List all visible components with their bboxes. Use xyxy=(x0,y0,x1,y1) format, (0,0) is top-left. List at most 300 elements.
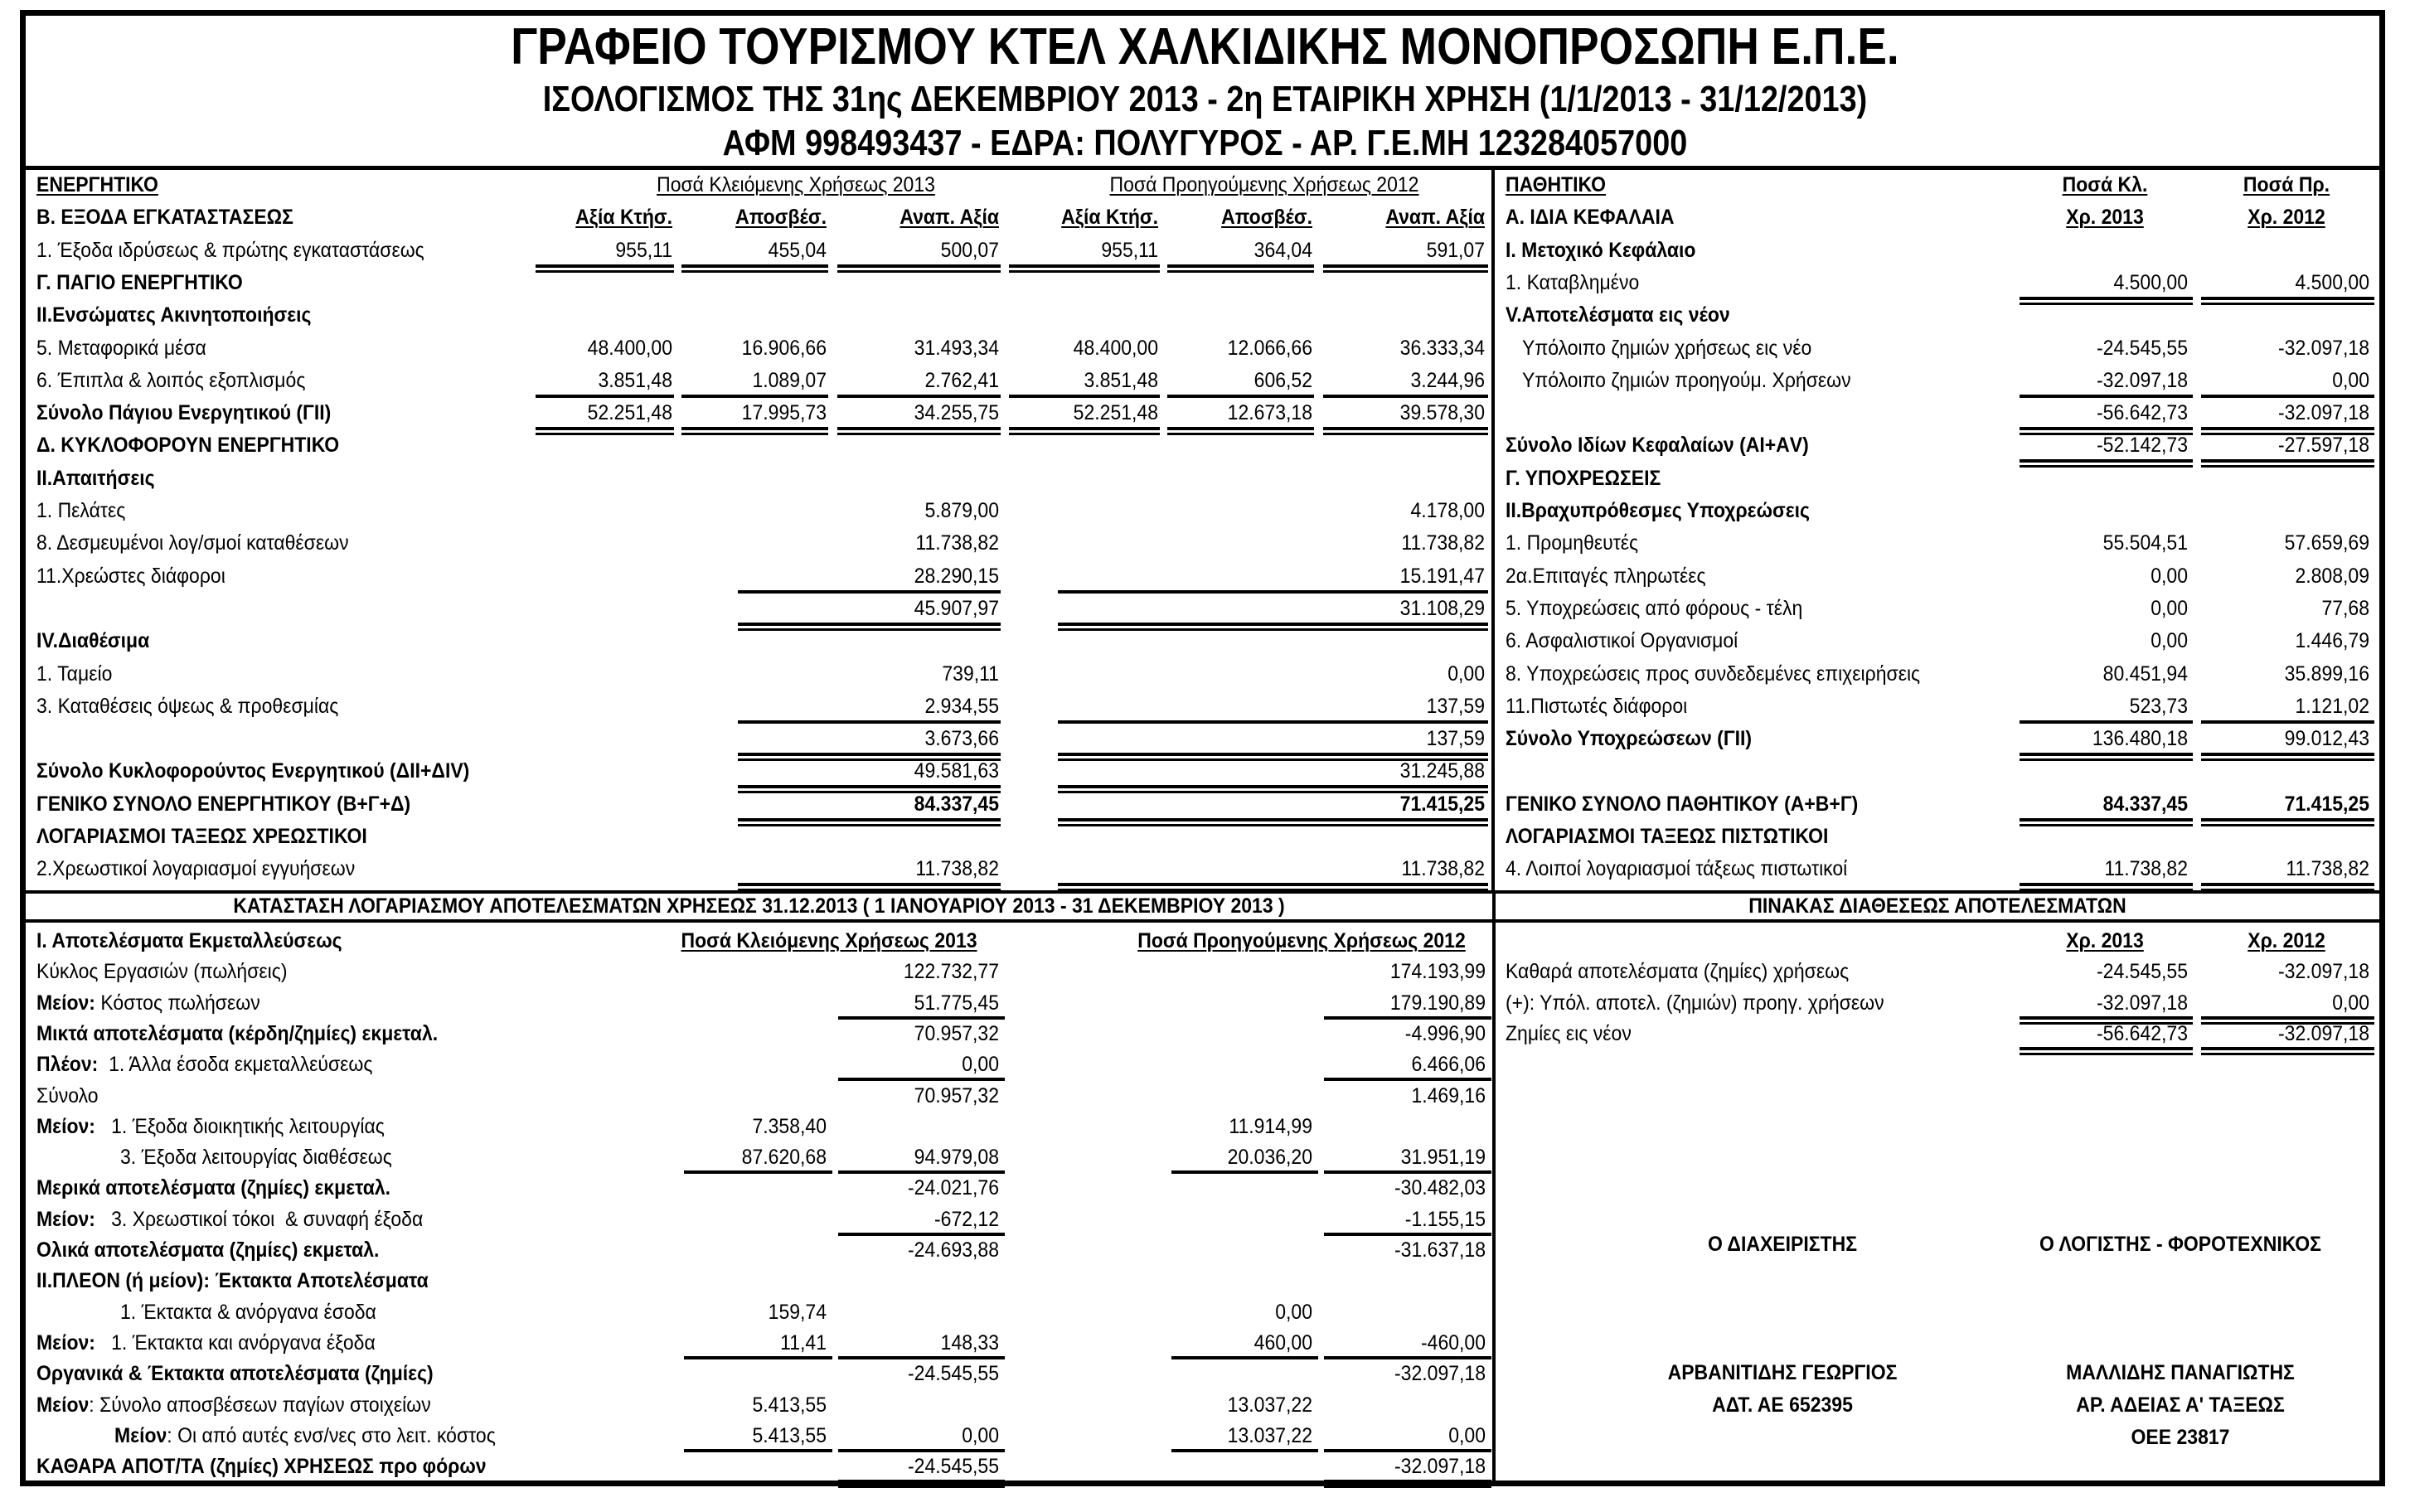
liabilities-cell: 84.337,45 xyxy=(2102,792,2188,816)
income-cell: 174.193,99 xyxy=(1389,960,1486,984)
liabilities-heading: ΠΑΘΗΤΙΚΟ xyxy=(1506,173,1606,196)
single-rule xyxy=(1323,395,1488,398)
liabilities-cell: 1.446,79 xyxy=(2295,629,2369,653)
single-rule xyxy=(684,1170,832,1174)
assets-cell: 11.738,82 xyxy=(915,857,999,881)
company-ids: ΑΦΜ 998493437 - ΕΔΡΑ: ΠΟΛΥΓΥΡΟΣ - ΑΡ. Γ.Ε.ΜΗ 123284057000 xyxy=(722,123,1688,163)
liabilities-col-year: Χρ. 2012 xyxy=(2248,206,2325,230)
assets-cell: 39.578,30 xyxy=(1399,401,1485,425)
income-cell: 11,41 xyxy=(780,1330,827,1354)
liabilities-col-year: Χρ. 2013 xyxy=(2066,206,2144,230)
income-row-prefix: Μείον: xyxy=(36,1114,95,1138)
liabilities-row-label: Α. ΙΔΙΑ ΚΕΦΑΛΑΙΑ xyxy=(1506,206,1675,230)
income-row-text: 3. Χρεωστικοί τόκοι & συναφή έξοδα xyxy=(95,1207,424,1231)
distribution-row-label: Ζημίες εις νέον xyxy=(1506,1021,1632,1045)
liabilities-row-label: Υπόλοιπο ζημιών χρήσεως εις νέο xyxy=(1522,336,1812,360)
assets-row-label: 11.Χρεώστες διάφοροι xyxy=(36,564,225,588)
income-cell: -672,12 xyxy=(933,1207,999,1231)
assets-cell: 4.178,00 xyxy=(1410,499,1485,522)
single-rule xyxy=(1058,590,1488,594)
income-row-prefix: Μείον xyxy=(114,1423,167,1447)
assets-heading: ΕΝΕΡΓΗΤΙΚΟ xyxy=(36,173,158,196)
liabilities-cell: -56.642,73 xyxy=(2097,401,2188,425)
income-cell: -24.545,55 xyxy=(908,1362,999,1386)
assets-row-label: Β. ΕΞΟΔΑ ΕΓΚΑΤΑΣΤΑΣΕΩΣ xyxy=(36,206,293,230)
liabilities-row-label: ΛΟΓΑΡΙΑΣΜΟΙ ΤΑΞΕΩΣ ΠΙΣΤΩΤΙΚΟΙ xyxy=(1506,825,1829,848)
income-cell: 0,00 xyxy=(962,1423,999,1447)
income-row-prefix: Μείον: xyxy=(36,1207,95,1231)
income-cell: 70.957,32 xyxy=(914,1083,999,1107)
double-rule xyxy=(738,753,1001,761)
double-rule xyxy=(1058,623,1488,631)
double-rule xyxy=(1323,264,1488,273)
assets-cell: 34.255,75 xyxy=(914,401,999,425)
liabilities-cell: 0,00 xyxy=(2151,564,2188,588)
assets-row-label: 1. Έξοδα ιδρύσεως & πρώτης εγκαταστάσεως xyxy=(36,238,424,262)
income-section-heading: Ι. Αποτελέσματα Εκμεταλλεύσεως xyxy=(36,929,342,952)
assets-cell: 500,07 xyxy=(940,238,999,262)
liabilities-row-label: Σύνολο Ιδίων Κεφαλαίων (ΑΙ+ΑV) xyxy=(1506,434,1809,458)
single-rule xyxy=(2020,395,2193,398)
assets-cell: 455,04 xyxy=(768,238,827,262)
single-rule xyxy=(1324,1016,1491,1020)
assets-cell: 2.934,55 xyxy=(924,694,999,718)
double-rule xyxy=(2020,297,2193,305)
income-row-label xyxy=(36,1083,99,1108)
assets-cell: 31.108,29 xyxy=(1399,596,1485,620)
assets-row-label: 2.Χρεωστικοί λογαριασμοί εγγυήσεων xyxy=(36,857,356,881)
income-cell: 179.190,89 xyxy=(1389,991,1486,1015)
assets-cell: 16.906,66 xyxy=(741,336,827,360)
distribution-col-header: Χρ. 2013 xyxy=(2066,929,2144,952)
assets-cell: 48.400,00 xyxy=(1073,336,1158,360)
income-cell: 7.358,40 xyxy=(752,1114,827,1138)
single-rule xyxy=(1171,1170,1318,1174)
single-rule xyxy=(1324,1078,1491,1081)
double-rule xyxy=(738,623,1001,631)
single-rule xyxy=(1324,1233,1491,1236)
income-row-text: Μικτά αποτελέσματα (κέρδη/ζημίες) εκμεταλ. xyxy=(36,1021,439,1045)
single-rule xyxy=(1009,395,1160,398)
single-rule xyxy=(1171,1449,1318,1452)
double-rule xyxy=(2201,427,2374,435)
double-rule xyxy=(2201,753,2374,761)
income-row-text: 1. Έκτακτα και ανόργανα έξοδα xyxy=(95,1330,376,1354)
distribution-cell: 0,00 xyxy=(2332,991,2369,1015)
income-row-text: Κόστος πωλήσεων xyxy=(95,991,260,1015)
double-rule xyxy=(536,264,674,273)
liabilities-row-label: 5. Υποχρεώσεις από φόρους - τέλη xyxy=(1506,596,1803,620)
income-row-text: Οργανικά & Έκτακτα αποτελέσματα (ζημίες) xyxy=(36,1362,434,1386)
double-rule xyxy=(2020,1047,2193,1055)
assets-cell: 52.251,48 xyxy=(1073,401,1158,425)
income-cell: 460,00 xyxy=(1253,1330,1312,1354)
double-rule xyxy=(2020,883,2193,891)
income-row-label xyxy=(36,1207,423,1232)
income-cell: -24.021,76 xyxy=(908,1176,999,1200)
liabilities-cell: 136.480,18 xyxy=(2092,727,2188,751)
distribution-row-label: (+): Υπόλ. αποτελ. (ζημιών) προηγ. χρήσεων xyxy=(1506,991,1884,1015)
assets-cell: 11.738,82 xyxy=(1401,857,1485,881)
income-row-text: : Σύνολο αποσβέσεων παγίων στοιχείων xyxy=(89,1393,431,1417)
single-rule xyxy=(2201,395,2374,398)
single-rule xyxy=(838,1449,1005,1452)
income-cell: -32.097,18 xyxy=(1394,1455,1486,1479)
double-rule xyxy=(2020,459,2193,468)
income-cell: 1.469,16 xyxy=(1411,1083,1486,1107)
liabilities-cell: 4.500,00 xyxy=(2295,270,2369,294)
income-row-label xyxy=(36,1330,376,1355)
single-rule xyxy=(1324,1449,1491,1452)
distribution-cell: -32.097,18 xyxy=(2278,1021,2369,1045)
assets-cell: 49.581,63 xyxy=(914,759,999,783)
accountant-oee: ΟΕΕ 23817 xyxy=(2131,1426,2230,1449)
assets-cell: 28.290,15 xyxy=(914,564,999,588)
income-cell: 13.037,22 xyxy=(1227,1393,1312,1417)
assets-row-label: 3. Καταθέσεις όψεως & προθεσμίας xyxy=(36,694,339,718)
double-rule xyxy=(837,427,1001,435)
double-rule xyxy=(2201,1047,2374,1055)
income-cell: 87.620,68 xyxy=(741,1146,827,1170)
income-row-label xyxy=(36,1361,434,1386)
liabilities-row-label: ΙΙ.Βραχυπρόθεσμες Υποχρεώσεις xyxy=(1506,499,1811,522)
income-row-label xyxy=(36,1454,487,1479)
income-row-text: ΙΙ.ΠΛΕΟΝ (ή μείον): Έκτακτα Αποτελέσματα xyxy=(36,1269,429,1293)
balance-sheet-subtitle: ΙΣΟΛΟΓΙΣΜΟΣ ΤΗΣ 31ης ΔΕΚΕΜΒΡΙΟΥ 2013 - 2η ΕΤΑΙΡΙΚΗ ΧΡΗΣΗ (1/1/2013 - 31/12/2013) xyxy=(542,79,1868,119)
double-rule xyxy=(2201,883,2374,891)
distribution-col-header: Χρ. 2012 xyxy=(2248,929,2325,952)
assets-cell: 45.907,97 xyxy=(914,596,999,620)
income-row-label xyxy=(36,1393,431,1418)
distribution-cell: -24.545,55 xyxy=(2097,960,2188,984)
liabilities-cell: 71.415,25 xyxy=(2284,792,2369,816)
distribution-cell: -32.097,18 xyxy=(2097,991,2188,1015)
assets-cell: 3.244,96 xyxy=(1410,368,1485,392)
income-row-prefix: Πλέον: xyxy=(36,1053,99,1077)
single-rule xyxy=(738,590,1001,594)
liabilities-cell: -24.545,55 xyxy=(2097,336,2188,360)
income-cell: 148,33 xyxy=(940,1330,999,1354)
assets-row-label: 1. Πελάτες xyxy=(36,499,126,522)
liabilities-cell: 80.451,94 xyxy=(2102,662,2188,686)
liabilities-cell: -27.597,18 xyxy=(2278,434,2369,458)
liabilities-cell: -32.097,18 xyxy=(2097,368,2188,392)
income-cell: -4.996,90 xyxy=(1404,1021,1486,1045)
assets-cell: 71.415,25 xyxy=(1399,792,1485,816)
income-row-label xyxy=(36,1268,429,1293)
accountant-name: ΜΑΛΛΙΔΗΣ ΠΑΝΑΓΙΩΤΗΣ xyxy=(2066,1361,2295,1384)
single-rule xyxy=(2020,720,2193,724)
income-row-label xyxy=(36,1114,385,1139)
income-row-label xyxy=(120,1145,392,1170)
income-period-2012: Ποσά Προηγούμενης Χρήσεως 2012 xyxy=(1137,929,1466,952)
double-rule xyxy=(738,785,1001,793)
income-row-text: 1. Έξοδα διοικητικής λειτουργίας xyxy=(95,1114,385,1138)
column-divider-bottom xyxy=(1492,892,1496,1482)
single-rule xyxy=(681,395,828,398)
single-rule xyxy=(1324,1170,1491,1174)
income-cell: -32.097,18 xyxy=(1394,1362,1486,1386)
assets-cell: 137,59 xyxy=(1426,727,1485,751)
assets-cell: 1.089,07 xyxy=(752,368,827,392)
double-rule xyxy=(2201,818,2374,826)
assets-row-label: Δ. ΚΥΚΛΟΦΟΡΟΥΝ ΕΝΕΡΓΗΤΙΚΟ xyxy=(36,434,340,458)
income-row-label xyxy=(36,1175,390,1200)
income-cell: -30.482,03 xyxy=(1394,1176,1486,1200)
double-rule xyxy=(1167,264,1314,273)
income-row-label xyxy=(120,1300,376,1325)
assets-cell: 15.191,47 xyxy=(1399,564,1485,588)
assets-cell: 11.738,82 xyxy=(1401,531,1485,555)
assets-cell: 955,11 xyxy=(615,238,672,262)
income-row-text: ΚΑΘΑΡΑ ΑΠΟΤ/ΤΑ (ζημίες) ΧΡΗΣΕΩΣ προ φόρων xyxy=(36,1455,487,1479)
income-row-prefix: Μείον: xyxy=(36,991,95,1015)
header-divider xyxy=(20,166,2385,170)
income-period-2013: Ποσά Κλειόμενης Χρήσεως 2013 xyxy=(681,929,977,952)
income-statement-title: ΚΑΤΑΣΤΑΣΗ ΛΟΓΑΡΙΑΣΜΟΥ ΑΠΟΤΕΛΕΣΜΑΤΩΝ ΧΡΗΣΕΩΣ 31.12.2013 ( 1 ΙΑΝΟΥΑΡΙΟΥ 2013 - 31 ΔΕΚΕΜΒΡΙΟΥ 2013 ) xyxy=(233,894,1285,918)
income-row-text: Σύνολο xyxy=(36,1083,99,1107)
assets-cell: 364,04 xyxy=(1253,238,1312,262)
assets-cell: 739,11 xyxy=(942,662,999,686)
liabilities-cell: 523,73 xyxy=(2129,694,2188,718)
assets-row-label: 8. Δεσμευμένοι λογ/σμοί καταθέσεων xyxy=(36,531,349,555)
double-rule xyxy=(2020,427,2193,435)
assets-row-label: ΓΕΝΙΚΟ ΣΥΝΟΛΟ ΕΝΕΡΓΗΤΙΚΟΥ (Β+Γ+Δ) xyxy=(36,792,411,816)
assets-cell: 3.673,66 xyxy=(924,727,999,751)
income-row-label xyxy=(114,1423,496,1448)
assets-col-header: Αξία Κτήσ. xyxy=(1061,206,1158,230)
liabilities-cell: -52.142,73 xyxy=(2097,434,2188,458)
income-cell: -31.637,18 xyxy=(1394,1238,1486,1262)
double-rule xyxy=(1009,264,1160,273)
double-rule xyxy=(1009,427,1160,435)
assets-cell: 591,07 xyxy=(1426,238,1485,262)
single-rule xyxy=(684,1356,832,1359)
assets-col-header: Αποσβέσ. xyxy=(735,206,827,230)
liabilities-col-header: Ποσά Πρ. xyxy=(2243,173,2330,196)
income-cell: 20.036,20 xyxy=(1227,1146,1312,1170)
manager-id: ΑΔΤ. ΑΕ 652395 xyxy=(1712,1393,1853,1417)
liabilities-cell: -32.097,18 xyxy=(2278,336,2369,360)
income-cell: 5.413,55 xyxy=(752,1393,827,1417)
liabilities-row-label: 4. Λοιποί λογαριασμοί τάξεως πιστωτικοί xyxy=(1506,857,1848,881)
double-rule xyxy=(1167,427,1314,435)
assets-row-label: Σύνολο Πάγιου Ενεργητικού (ΓΙΙ) xyxy=(36,401,332,425)
assets-cell: 3.851,48 xyxy=(598,368,672,392)
assets-col-header: Αποσβέσ. xyxy=(1221,206,1312,230)
double-rule xyxy=(681,264,828,273)
assets-cell: 52.251,48 xyxy=(587,401,672,425)
liabilities-cell: 35.899,16 xyxy=(2284,662,2369,686)
period-2013-heading: Ποσά Κλειόμενης Χρήσεως 2013 xyxy=(657,173,935,196)
double-rule xyxy=(2020,1016,2193,1025)
double-rule xyxy=(1058,883,1488,891)
double-rule xyxy=(2020,753,2193,761)
income-cell: 11.914,99 xyxy=(1229,1114,1312,1138)
assets-row-label: 6. Έπιπλα & λοιπός εξοπλισμός xyxy=(36,368,306,392)
single-rule xyxy=(838,1356,1005,1359)
income-cell: -24.545,55 xyxy=(908,1455,999,1479)
liabilities-row-label: ΓΕΝΙΚΟ ΣΥΝΟΛΟ ΠΑΘΗΤΙΚΟΥ (Α+Β+Γ) xyxy=(1506,792,1859,816)
double-rule xyxy=(536,427,674,435)
assets-cell: 137,59 xyxy=(1426,694,1485,718)
liabilities-row-label: 6. Ασφαλιστικοί Οργανισμοί xyxy=(1506,629,1738,653)
liabilities-row-label: Ι. Μετοχικό Κεφάλαιο xyxy=(1506,238,1696,262)
liabilities-cell: 11.738,82 xyxy=(2286,857,2369,881)
assets-cell: 606,52 xyxy=(1253,368,1312,392)
income-row-text: 1. Άλλα έσοδα εκμεταλλεύσεως xyxy=(98,1053,373,1077)
liabilities-cell: 0,00 xyxy=(2151,596,2188,620)
income-row-text: Κύκλος Εργασιών (πωλήσεις) xyxy=(36,960,288,984)
income-cell: -460,00 xyxy=(1420,1330,1486,1354)
column-divider-top xyxy=(1491,168,1495,894)
double-rule xyxy=(2020,818,2193,826)
assets-cell: 84.337,45 xyxy=(914,792,999,816)
income-cell: 0,00 xyxy=(1275,1300,1312,1324)
single-rule xyxy=(738,720,1001,724)
single-rule xyxy=(1324,1356,1491,1359)
assets-row-label: 5. Μεταφορικά μέσα xyxy=(36,336,206,360)
liabilities-col-header: Ποσά Κλ. xyxy=(2062,173,2148,196)
period-2012-heading: Ποσά Προηγούμενης Χρήσεως 2012 xyxy=(1109,173,1419,196)
liabilities-row-label: V.Αποτελέσματα εις νέον xyxy=(1506,303,1730,327)
accountant-license: ΑΡ. ΑΔΕΙΑΣ Α' ΤΑΞΕΩΣ xyxy=(2076,1393,2285,1417)
assets-cell: 31.245,88 xyxy=(1399,759,1485,783)
assets-row-label: Γ. ΠΑΓΙΟ ΕΝΕΡΓΗΤΙΚΟ xyxy=(36,270,243,294)
assets-cell: 11.738,82 xyxy=(915,531,999,555)
assets-col-header: Αναπ. Αξία xyxy=(1385,206,1485,230)
single-rule xyxy=(1171,1356,1318,1359)
distribution-title: ΠΙΝΑΚΑΣ ΔΙΑΘΕΣΕΩΣ ΑΠΟΤΕΛΕΣΜΑΤΩΝ xyxy=(1748,894,2126,918)
distribution-cell: -56.642,73 xyxy=(2097,1021,2188,1045)
double-rule xyxy=(681,427,828,435)
liabilities-row-label: Υπόλοιπο ζημιών προηγούμ. Χρήσεων xyxy=(1522,368,1851,392)
liabilities-row-label: Σύνολο Υποχρεώσεων (ΓΙΙ) xyxy=(1506,727,1753,751)
income-row-label xyxy=(36,991,260,1015)
single-rule xyxy=(684,1449,832,1452)
double-rule xyxy=(738,818,1001,826)
single-rule xyxy=(838,1233,1005,1236)
income-cell: 5.413,55 xyxy=(752,1423,827,1447)
income-row-label xyxy=(36,1238,379,1262)
assets-row-label: ΙΙ.Απαιτήσεις xyxy=(36,466,155,490)
income-cell: -24.693,88 xyxy=(908,1238,999,1262)
income-row-text: Ολικά αποτελέσματα (ζημίες) εκμεταλ. xyxy=(36,1238,380,1262)
single-rule xyxy=(838,1078,1005,1081)
double-rule xyxy=(1058,818,1488,826)
income-row-text: 1. Έκτακτα & ανόργανα έσοδα xyxy=(120,1300,376,1324)
liabilities-row-label: 1. Προμηθευτές xyxy=(1506,531,1639,555)
double-rule xyxy=(738,883,1001,891)
income-cell: 0,00 xyxy=(962,1053,999,1077)
income-cell: -1.155,15 xyxy=(1404,1207,1486,1231)
liabilities-cell: -32.097,18 xyxy=(2278,401,2369,425)
income-row-label xyxy=(36,959,288,984)
assets-row-label: 1. Ταμείο xyxy=(36,662,113,686)
manager-name: ΑΡΒΑΝΙΤΙΔΗΣ ΓΕΩΡΓΙΟΣ xyxy=(1667,1361,1898,1384)
income-cell: 70.957,32 xyxy=(914,1021,999,1045)
assets-col-header: Αξία Κτήσ. xyxy=(575,206,672,230)
liabilities-cell: 77,68 xyxy=(2321,596,2369,620)
income-row-label xyxy=(36,1052,372,1077)
income-cell: 13.037,22 xyxy=(1227,1423,1312,1447)
liabilities-cell: 99.012,43 xyxy=(2284,727,2369,751)
accountant-title: Ο ΛΟΓΙΣΤΗΣ - ΦΟΡΟΤΕΧΝΙΚΟΣ xyxy=(2039,1233,2321,1256)
income-row-prefix: Μείον: xyxy=(36,1330,95,1354)
income-row-text: 3. Έξοδα λειτουργίας διαθέσεως xyxy=(120,1146,392,1170)
income-row-text: Μερικά αποτελέσματα (ζημίες) εκμεταλ. xyxy=(36,1176,391,1200)
income-cell: 122.732,77 xyxy=(903,960,999,984)
single-rule xyxy=(1058,720,1488,724)
assets-cell: 31.493,34 xyxy=(914,336,999,360)
assets-row-label: ΙV.Διαθέσιμα xyxy=(36,629,150,653)
single-rule xyxy=(838,1016,1005,1020)
assets-cell: 12.673,18 xyxy=(1227,401,1312,425)
income-row-prefix: Μείον xyxy=(36,1393,90,1417)
double-rule xyxy=(1323,427,1488,435)
assets-cell: 3.851,48 xyxy=(1084,368,1158,392)
single-rule xyxy=(837,395,1001,398)
single-rule xyxy=(838,1170,1005,1174)
single-rule xyxy=(1167,395,1314,398)
liabilities-cell: 11.738,82 xyxy=(2104,857,2188,881)
double-rule xyxy=(1058,753,1488,761)
liabilities-row-label: 1. Καταβλημένο xyxy=(1506,270,1640,294)
liabilities-cell: 57.659,69 xyxy=(2284,531,2369,555)
liabilities-row-label: Γ. ΥΠΟΧΡΕΩΣΕΙΣ xyxy=(1506,466,1661,490)
income-cell: 159,74 xyxy=(768,1300,827,1324)
assets-row-label: ΙΙ.Ενσώματες Ακινητοποιήσεις xyxy=(36,303,312,327)
assets-cell: 12.066,66 xyxy=(1227,336,1312,360)
income-cell: 0,00 xyxy=(1448,1423,1486,1447)
liabilities-cell: 55.504,51 xyxy=(2102,531,2188,555)
double-rule xyxy=(2201,1016,2374,1025)
liabilities-cell: 0,00 xyxy=(2332,368,2369,392)
double-rule xyxy=(1058,785,1488,793)
assets-cell: 17.995,73 xyxy=(741,401,827,425)
liabilities-row-label: 11.Πιστωτές διάφοροι xyxy=(1506,694,1688,718)
company-title: ΓΡΑΦΕΙΟ ΤΟΥΡΙΣΜΟΥ ΚΤΕΛ ΧΑΛΚΙΔΙΚΗΣ ΜΟΝΟΠΡΟΣΩΠΗ Ε.Π.Ε. xyxy=(511,18,1899,75)
income-section-header-line xyxy=(20,919,2385,923)
assets-col-header: Αναπ. Αξία xyxy=(900,206,999,230)
income-row-text: : Οι από αυτές ενσ/νες στο λειτ. κόστος xyxy=(167,1423,496,1447)
assets-cell: 48.400,00 xyxy=(587,336,672,360)
liabilities-cell: 2.808,09 xyxy=(2295,564,2369,588)
single-rule xyxy=(536,395,674,398)
double-rule xyxy=(837,264,1001,273)
income-cell: 31.951,19 xyxy=(1400,1146,1486,1170)
double-rule xyxy=(2201,459,2374,468)
income-row-label xyxy=(36,1021,438,1046)
assets-cell: 955,11 xyxy=(1101,238,1158,262)
income-cell: 6.466,06 xyxy=(1411,1053,1486,1077)
single-rule xyxy=(2201,720,2374,724)
assets-row-label: Σύνολο Κυκλοφορούντος Ενεργητικού (ΔΙΙ+ΔΙV) xyxy=(36,759,470,783)
distribution-row-label: Καθαρά αποτελέσματα (ζημίες) χρήσεως xyxy=(1506,960,1850,984)
income-cell: 51.775,45 xyxy=(914,991,999,1015)
liabilities-cell: 4.500,00 xyxy=(2113,270,2188,294)
distribution-cell: -32.097,18 xyxy=(2278,960,2369,984)
assets-cell: 0,00 xyxy=(1447,662,1485,686)
assets-row-label: ΛΟΓΑΡΙΑΣΜΟΙ ΤΑΞΕΩΣ ΧΡΕΩΣΤΙΚΟΙ xyxy=(36,825,367,848)
assets-cell: 5.879,00 xyxy=(924,499,999,522)
manager-title: Ο ΔΙΑΧΕΙΡΙΣΤΗΣ xyxy=(1707,1233,1858,1256)
liabilities-cell: 1.121,02 xyxy=(2295,694,2369,718)
document-frame xyxy=(20,10,2385,1486)
assets-cell: 2.762,41 xyxy=(924,368,999,392)
assets-cell: 36.333,34 xyxy=(1399,336,1485,360)
liabilities-cell: 0,00 xyxy=(2151,629,2188,653)
